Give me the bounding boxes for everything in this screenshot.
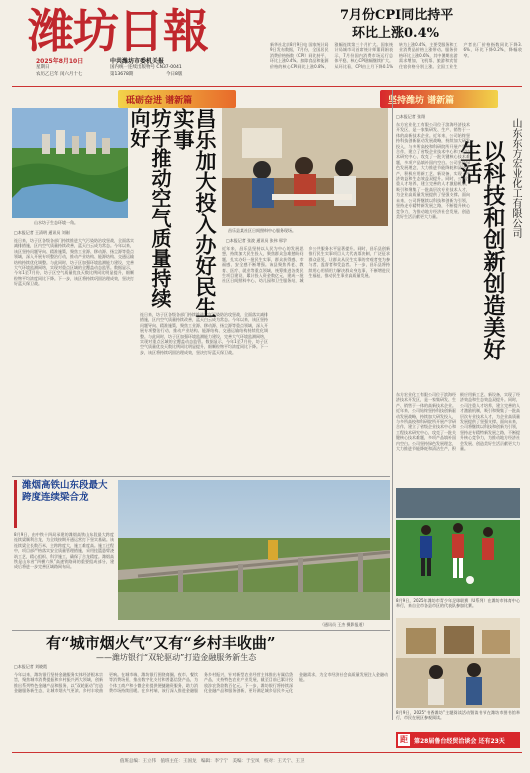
fangzi-byline: □本报记者 王清明 通讯员 刘刚 (14, 230, 70, 235)
rail-headline-box (14, 480, 112, 528)
weekday: 星期日 (36, 65, 50, 70)
finance-byline: □本报记者 刘晓霞 (14, 664, 48, 669)
countdown-text: 第28届鲁台经贸洽谈会 还有23天 (414, 738, 505, 745)
fangzi-body-2: 连日来，坊子区各级各部门持续推进大气污染防治攻坚战，全面落实减排措施，区内空气质量持续改善，蓝天白云成为常态。今年以来，该区坚持问题导向、精准施策，聚焦工业源、移动源、扬尘源等重点领域，深入开展专项整治行动，推动产业结构、能源结构、交通运输结构持续优化调整。与此同时，坊子区加强环境监测能力建设，完善大气环境监测网络，实现对重点区域的全覆盖动态监管。数据显示，今年1至7月份，坊子区空气质量优良天数比例同比明显提升，细颗粒物平均浓度同比下降。下一步，该区将持续巩固治理成效，坚决打好蓝天保卫战。 (140, 312, 268, 355)
fangzi-headline: 坊子推动空气质量持续向好 (127, 108, 172, 308)
changle-headline: 昌乐加大投入办好民生实事 (170, 108, 218, 318)
banner-right: 坚持潍坊 谱新篇 (380, 90, 498, 108)
changle-photo-caption: 昌乐县某社区日间照料中心服务现场。 (228, 228, 296, 233)
issue-number: 第13678期 (110, 72, 134, 77)
changle-byline: □本报记者 张波 通讯员 张伟 邢学 (226, 238, 287, 243)
masthead-info (36, 54, 256, 80)
fangzi-photo-caption: 山水坊子生态环境一角。 (34, 220, 78, 225)
footer-credits: 值班总编：王立伟 值班主任：王国龙 编辑：李宁宁 美编：于宝凤 校对：王天宁、王卫 (120, 759, 305, 764)
soccer-match-photo (396, 488, 520, 596)
banner-left: 砥砺奋进 谱新篇 (118, 90, 236, 108)
finance-body: 今年以来，潍坊银行坚持金融服务实体经济根本宗旨，聚焦城市消费提振和乡村振兴两大领域，创新推出系列特色金融产品和服务，以“双轮驱动”打造金融服务新生态，让城市烟火气更浓、乡村丰收曲更响。在城市端，潍坊银行围绕商圈、夜市、餐饮等消费场景，推出数字化支付和普惠信贷产品，为个体工商户和小微企业提供便捷融资服务，助力消费市场持续回暖。在乡村端，该行深入推进金融服务乡村振兴，针对新型农业经营主体推出专属信贷产品，支持特色农业产业发展，截至目前已累计投放涉农贷款数百亿元。下一步，潍坊银行将持续深化金融产品和服务创新，更好满足城乡居民多元化金融需求，为全市经济社会高质量发展注入金融动能。 (14, 672, 388, 694)
hongye-body: 东方宏业化工有限公司位于滨海经济技术开发区，是一家集研发、生产、销售于一体的高新技术企业。近年来，公司始终坚持科技创新驱动发展战略，持续加大研发投入，与多所高校和科研院所开展产学研合作，建立了省级企业技术中心和工程技术研究中心，攻克了一批关键核心技术难题，多项产品填补国内空白。公司坚持绿色发展理念，大力推进节能降耗和清洁生产，积极应用新工艺、新设备，实现了经济效益和生态效益双提升。同时，公司注重人才培养，建立完善的人才激励机制，吸引和聚集了一批高层次专业技术人才，为企业高质量发展提供了坚强支撑。面向未来，公司将继续以科技和创新为引领，坚持走专精特新发展之路，不断提升核心竞争力，为推动地方经济社会发展、创造美好生活贡献更大力量。 (396, 122, 470, 219)
cpi-subheadline: 环比上涨0.4% (352, 26, 439, 41)
reading-caption: 8月9日，2025“书香潍坊”主题阅读活动暨读书节在潍坊市图书馆举行，市民在展区参观阅读。 (396, 710, 520, 721)
countdown-bar (396, 732, 520, 748)
finance-headline: 有“城市烟火气”又有“乡村丰收曲” (46, 634, 276, 652)
changle-body: 近年来，昌乐县坚持以人民为中心的发展思想，持续加大民生投入，聚焦群众急难愁盼问题，扎实办好一批民生实事，群众获得感、幸福感、安全感不断增强。该县聚焦养老、教育、医疗、就业等重点领域，统筹推进各类民生项目建设，累计投入资金数亿元，建成一批社区日间照料中心、幼儿园和卫生服务站，城乡公共服务水平显著提升。同时，昌乐县创新推行民生实事项目人大代表票决制，广泛征求群众意见，让群众从民生实事的旁观者变为参与者、监督者和受益者。下一步，昌乐县将持续用心用情用力解决群众身边事，不断增进民生福祉，推动民生事业高质量发展。 (222, 246, 390, 284)
rail-construction-photo (118, 480, 390, 620)
fangzi-aerial-photo (12, 108, 128, 218)
hongye-kicker: 山东东方宏业化工有限公司 (510, 118, 521, 238)
newspaper-logo: 潍坊日報 (28, 4, 208, 58)
countdown-tag: 距 (400, 735, 408, 744)
cpi-body: 新华社北京8月9日电 国家统计局9日发布数据，7月份，全国居民消费价格指数（CPI）同比持平，环比上涨0.4%。扣除食品和能源价格的核心CPI同比上涨0.8%，涨幅连续第三个月扩大。国家统计局城市司首席统计师董莉娟表示，7月份国内消费市场运行总体平稳，核心CPI涨幅继续扩大。从环比看，CPI由上月下降0.1%转为上涨0.4%，主要受服务和工业消费品价格上涨带动。服务价格环比上涨0.6%，其中暑期出游需求增加，飞机票、旅游和宾馆住宿价格分别上涨。全国工业生产者出厂价格指数同比下降3.6%，环比下降0.2%，降幅收窄。 (270, 42, 522, 69)
issue-date: 2025年8月10日 (36, 58, 84, 65)
page-count: 今日8版 (166, 72, 183, 77)
fangzi-body: 连日来，坊子区各级各部门持续推进大气污染防治攻坚战，全面落实减排措施，区内空气质量持续改善，蓝天白云成为常态。今年以来，该区坚持问题导向、精准施策，聚焦工业源、移动源、扬尘源等重点领域，深入开展专项整治行动，推动产业结构、能源结构、交通运输结构持续优化调整。与此同时，坊子区加强环境监测能力建设，完善大气环境监测网络，实现对重点区域的全覆盖动态监管。数据显示，今年1至7月份，坊子区空气质量优良天数比例同比明显提升，细颗粒物平均浓度同比下降。下一步，该区将持续巩固治理成效，坚决打好蓝天保卫战。 (14, 238, 134, 287)
cn-number: 国内统一连续出版物号 CN37-0041 (110, 65, 182, 70)
hongye-byline: □本报记者 张翔 (396, 114, 426, 119)
cpi-headline: 7月份CPI同比持平 (340, 8, 454, 23)
rail-photo-credit: （通讯员 王杰 摄影报道） (320, 622, 367, 627)
rail-headline: 潍烟高铁山东段最大跨度连续梁合龙 (22, 480, 108, 503)
lunar-date: 农历乙巳年 闰六月十七 (36, 72, 83, 77)
finance-subhead: ——潍坊银行“双轮驱动”打造金融服务新生态 (96, 653, 257, 662)
reading-event-photo (396, 618, 520, 708)
soccer-caption: 8月9日，2025年潍坊市青少年足球联赛（U系列）在潍坊市体育中心举行，来自全市各县市区的代表队参加比赛。 (396, 598, 520, 609)
hongye-body-2: 东方宏业化工有限公司位于滨海经济技术开发区，是一家集研发、生产、销售于一体的高新技术企业。近年来，公司始终坚持科技创新驱动发展战略，持续加大研发投入，与多所高校和科研院所开展产学研合作，建立了省级企业技术中心和工程技术研究中心，攻克了一批关键核心技术难题，多项产品填补国内空白。公司坚持绿色发展理念，大力推进节能降耗和清洁生产，积极应用新工艺、新设备，实现了经济效益和生态效益双提升。同时，公司注重人才培养，建立完善的人才激励机制，吸引和聚集了一批高层次专业技术人才，为企业高质量发展提供了坚强支撑。面向未来，公司将继续以科技和创新为引领，坚持走专精特新发展之路，不断提升核心竞争力，为推动地方经济社会发展、创造美好生活贡献更大力量。 (396, 392, 520, 452)
hongye-headline: 以科技和创新创造美好生活 (456, 140, 506, 360)
org-name: 中共潍坊市委机关报 (110, 58, 165, 65)
rail-body: 8月9日，由中铁十四局承建的潍烟高铁山东段最大跨度连续梁顺利合龙，为全线按期开通运营打下坚实基础。该连续梁全长数百米，主跨跨度大，施工难度高。施工过程中，项目部严格落实安全质量管理措施，采用挂篮悬臂浇筑工艺，精心组织、科学施工，确保了合龙精度。潍烟高铁是山东省“四横六纵”高速铁路网的重要组成部分，建成后将进一步完善区域路网布局。 (14, 532, 114, 570)
changle-service-photo (222, 108, 388, 226)
